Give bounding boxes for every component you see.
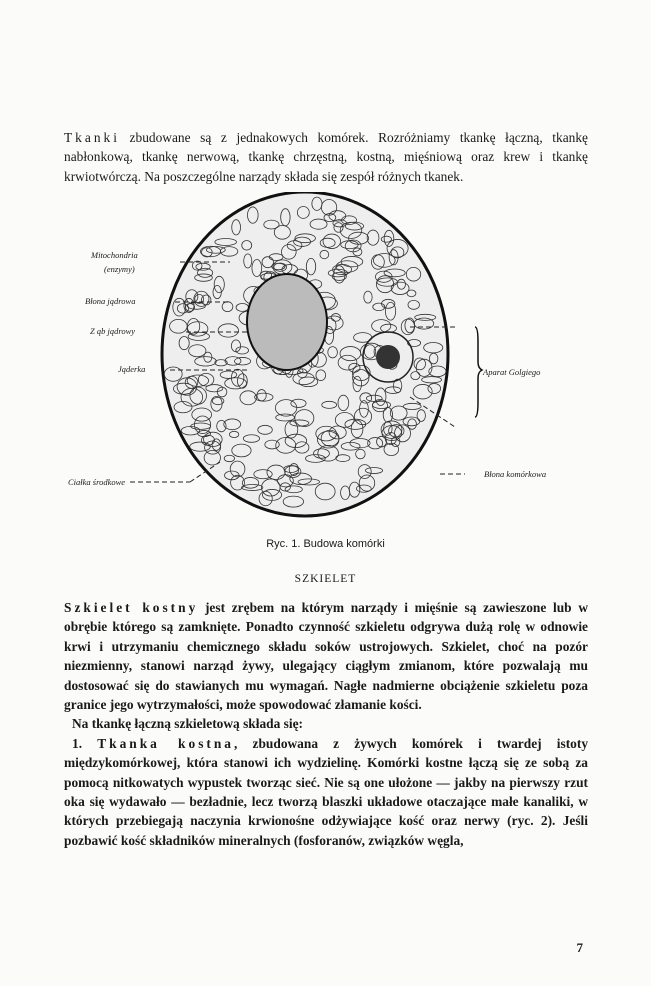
- cell-illustration: [60, 192, 600, 532]
- page-number: 7: [576, 940, 583, 955]
- lead-szkielet: Szkielet kostny: [64, 600, 199, 615]
- label-blona-komorkowa: Błona komórkowa: [484, 469, 547, 479]
- text-tkanka-kostna: , zbudowana z żywych komórek i twardej istoty międzykomórkowej, która stanowi ich wydzielinę. Komórki kostne łączą się ze sobą za pomocą nitkowatych wypustek tworząc sieć. Nie są one ułożone — jakby na pierwszy rzut oka się wydawało — bezładnie, lecz tworzą blaszki układowe otaczające małe kanaliki, w których przebiegają naczynia krwionośne odżywiające kość oraz nerwy (ryc. 2). Jeśli pozbawić kość składników mineralnych (fosforanów, związków węgla,: [64, 735, 589, 848]
- text-szkielet: jest zrębem na którym narządy i mięśnie są zawieszone lub w obrębie którego są zamknięte. Ponadto czynność szkieletu odgrywa dużą rolę w odnowie krwi i utrzymaniu chemicznego składu soków ustrojowych. Szkielet, choć na pozór niezmienny, stanowi narząd żywy, ulegający ciągłym zmianom, które pozwalają mu dostosować się do stawianych mu wymagań. Nagłe nadmierne obciążenie szkieletu poza granice jego wytrzymałości, może spowodować złamanie kości.: [64, 600, 588, 713]
- label-cialka-srodkowe: Ciałka środkowe: [68, 477, 126, 487]
- label-mitochondria: Mitochondria: [91, 250, 138, 260]
- intro-paragraph: [64, 128, 588, 186]
- intro-lead: Tkanki: [64, 130, 120, 145]
- label-aparat-golgiego: Aparat Golgiego: [483, 367, 541, 377]
- label-jaderka: Jąderka: [118, 364, 146, 374]
- figure-caption: Ryc. 1. Budowa komórki: [266, 538, 385, 550]
- paragraph-skeleton: [64, 598, 588, 714]
- intro-text: zbudowane są z jednakowych komórek. Rozróżniamy tkankę łączną, tkankę nabłonkową, tkankę nerwową, tkankę chrzęstną, kostną, mięśniową oraz krew i tkankę krwiotwórczą. Na poszczególne narządy składa się zespół różnych tkanek.: [64, 130, 588, 184]
- item-number: 1.: [72, 735, 98, 751]
- label-zab-jadrowy: Z ąb jądrowy: [90, 326, 136, 336]
- body-text: [64, 598, 588, 850]
- paragraph-bone-tissue: [64, 734, 588, 850]
- paragraph-composition: Na tkankę łączną szkieletową składa się:: [72, 716, 303, 732]
- label-enzymy: (enzymy): [104, 264, 135, 274]
- cell-figure: [60, 192, 600, 532]
- section-title: SZKIELET: [294, 573, 357, 585]
- label-blona-jadrowa: Błona jądrowa: [85, 296, 136, 306]
- lead-tkanka-kostna: Tkanka kostna: [97, 735, 235, 751]
